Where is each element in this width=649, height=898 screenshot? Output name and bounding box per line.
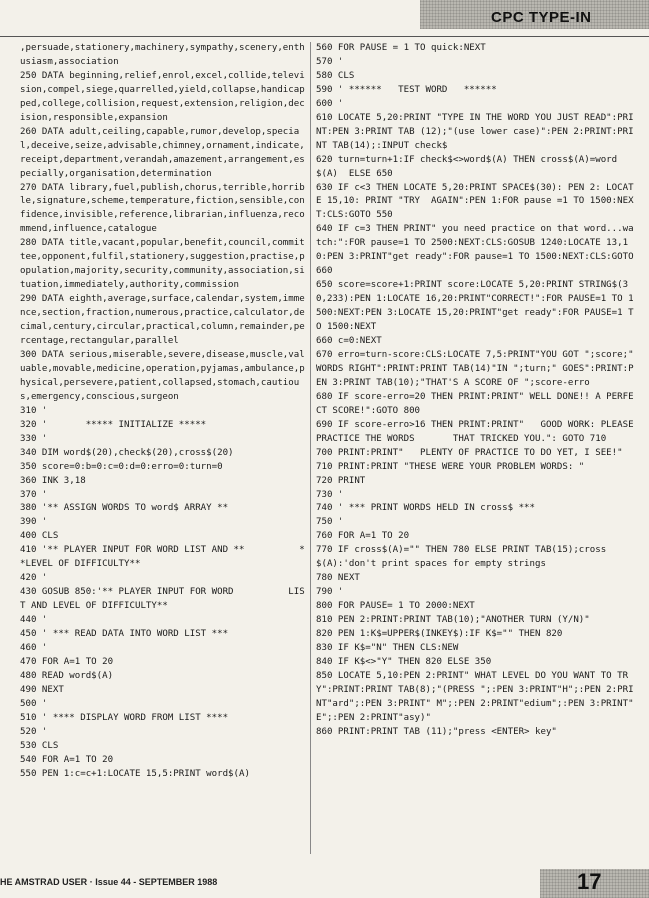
- code-line: 320 ' ***** INITIALIZE *****: [20, 419, 207, 430]
- code-line: 480 READ word$(A): [20, 670, 114, 681]
- code-line: 280 DATA title,vacant,popular,benefit,council,committee,opponent,fulfil,stationery,suggestion,practise,population,majority,security,community,association,situation,immediately,authority,commission: [20, 238, 305, 291]
- code-line: 760 FOR A=1 TO 20: [316, 531, 410, 542]
- code-line: 490 NEXT: [20, 684, 64, 695]
- code-line: 430 GOSUB 850:'** PLAYER INPUT FOR WORD LIST AND LEVEL OF DIFFICULTY**: [20, 587, 305, 612]
- code-line: 260 DATA adult,ceiling,capable,rumor,develop,special,deceive,seize,advisable,chimney,ornament,indicate,receipt,department,verandah,amazement,arrangement,especially,organisation,determination: [20, 126, 305, 179]
- code-line: 550 PEN 1:c=c+1:LOCATE 15,5:PRINT word$(A): [20, 768, 250, 779]
- code-line: 400 CLS: [20, 531, 59, 542]
- top-rule: [0, 36, 649, 37]
- code-line: 600 ': [316, 98, 344, 109]
- code-line: 250 DATA beginning,relief,enrol,excel,collide,television,compel,siege,quarrelled,yield,collapse,handicapped,college,collision,request,extension,religion,decision,responsible,expansion: [20, 70, 305, 123]
- code-line: 670 erro=turn-score:CLS:LOCATE 7,5:PRINT"YOU GOT ";score;" WORDS RIGHT":PRINT:PRINT TAB(14)"IN ";turn;" GOES":PRINT:PEN 3:PRINT TAB(10);"THAT'S A SCORE OF ";score-erro: [316, 349, 640, 388]
- code-line: 530 CLS: [20, 740, 59, 751]
- code-line: 650 score=score+1:PRINT score:LOCATE 5,20:PRINT STRING$(30,233):PEN 1:LOCATE 16,20:PRINT"CORRECT!":FOR PAUSE=1 TO 1500:NEXT:PEN 3:LOCATE 15,20:PRINT"get ready":FOR PAUSE=1 TO 1500:NEXT: [316, 280, 634, 333]
- code-line: 440 ': [20, 615, 48, 626]
- code-line: 810 PEN 2:PRINT:PRINT TAB(10);"ANOTHER TURN (Y/N)": [316, 615, 590, 626]
- listing-right-column: [316, 42, 640, 740]
- issue-info: Issue 44 - SEPTEMBER 1988: [95, 877, 218, 887]
- code-line: 590 ' ****** TEST WORD ******: [316, 84, 497, 95]
- code-line: ,persuade,stationery,machinery,sympathy,scenery,enthusiasm,association: [20, 43, 305, 67]
- code-line: 540 FOR A=1 TO 20: [20, 754, 114, 765]
- code-line: 620 turn=turn+1:IF check$<>word$(A) THEN cross$(A)=word$(A) ELSE 650: [316, 154, 618, 179]
- code-line: 310 ': [20, 405, 48, 416]
- code-line: 830 IF K$="N" THEN CLS:NEW: [316, 642, 459, 653]
- code-line: 460 ': [20, 642, 48, 653]
- code-line: 750 ': [316, 517, 344, 528]
- code-line: 370 ': [20, 489, 48, 500]
- publication-name: HE AMSTRAD USER: [0, 877, 88, 887]
- code-line: 420 ': [20, 573, 48, 584]
- code-line: 360 INK 3,18: [20, 475, 86, 486]
- code-line: 570 ': [316, 56, 344, 67]
- code-line: 520 ': [20, 726, 48, 737]
- code-line: 720 PRINT: [316, 475, 366, 486]
- footer-separator: ·: [89, 877, 96, 887]
- code-line: 660 c=0:NEXT: [316, 336, 382, 347]
- code-line: 680 IF score-erro=20 THEN PRINT:PRINT" WELL DONE!! A PERFECT SCORE!":GOTO 800: [316, 391, 634, 416]
- code-line: 410 '** PLAYER INPUT FOR WORD LIST AND ** **LEVEL OF DIFFICULTY**: [20, 545, 305, 570]
- code-line: 610 LOCATE 5,20:PRINT "TYPE IN THE WORD YOU JUST READ":PRINT:PEN 3:PRINT TAB (12);"(use lower case)":PEN 2:PRINT:PRINT TAB(14);:INPUT check$: [316, 112, 634, 151]
- code-line: 450 ' *** READ DATA INTO WORD LIST ***: [20, 629, 229, 640]
- page-number: 17: [577, 869, 602, 894]
- code-line: 580 CLS: [316, 70, 355, 81]
- code-line: 390 ': [20, 517, 48, 528]
- code-line: 690 IF score-erro>16 THEN PRINT:PRINT" GOOD WORK: PLEASE PRACTICE THE WORDS THAT TRICKED YOU.": GOTO 710: [316, 419, 640, 444]
- code-line: 560 FOR PAUSE = 1 TO quick:NEXT: [316, 43, 486, 53]
- column-divider: [310, 42, 311, 854]
- code-line: 270 DATA library,fuel,publish,chorus,terrible,horrible,signature,scheme,temperature,fiction,sensible,confidence,invisible,reference,librarian,influenza,recommend,influence,catalogue: [20, 182, 305, 235]
- code-line: 840 IF K$<>"Y" THEN 820 ELSE 350: [316, 656, 492, 667]
- code-line: 710 PRINT:PRINT "THESE WERE YOUR PROBLEM WORDS: ": [316, 461, 585, 472]
- code-line: 350 score=0:b=0:c=0:d=0:erro=0:turn=0: [20, 461, 223, 472]
- code-line: 640 IF c=3 THEN PRINT" you need practice on that word...watch:":FOR pause=1 TO 2500:NEXT:CLS:GOSUB 1240:LOCATE 13,10:PEN 3:PRINT"get ready":FOR pause=1 TO 1500:NEXT:CLS:GOTO 660: [316, 224, 640, 277]
- code-line: 820 PEN 1:K$=UPPER$(INKEY$):IF K$="" THEN 820: [316, 629, 563, 640]
- code-line: 380 '** ASSIGN WORDS TO word$ ARRAY **: [20, 503, 229, 514]
- code-line: 780 NEXT: [316, 573, 360, 584]
- code-line: 630 IF c<3 THEN LOCATE 5,20:PRINT SPACE$(30): PEN 2: LOCATE 15,10: PRINT "TRY AGAIN":PEN 1:FOR pause =1 TO 1500:NEXT:CLS:GOTO 550: [316, 182, 634, 221]
- code-line: 860 PRINT:PRINT TAB (11);"press <ENTER> key": [316, 726, 557, 737]
- code-line: 300 DATA serious,miserable,severe,disease,muscle,valuable,movable,medicine,operation,pyjamas,ambulance,physical,persevere,patient,collapsed,stomach,cautious,emergency,conscious,surgeon: [20, 349, 305, 402]
- code-line: 770 IF cross$(A)="" THEN 780 ELSE PRINT TAB(15);cross$(A):'don't print spaces for empty strings: [316, 545, 607, 570]
- code-line: 800 FOR PAUSE= 1 TO 2000:NEXT: [316, 601, 475, 612]
- footer-masthead: [0, 877, 217, 887]
- code-line: 700 PRINT:PRINT" PLENTY OF PRACTICE TO DO YET, I SEE!": [316, 447, 623, 458]
- code-line: 790 ': [316, 587, 344, 598]
- code-line: 850 LOCATE 5,10:PEN 2:PRINT" WHAT LEVEL DO YOU WANT TO TRY":PRINT:PRINT TAB(8);"(PRESS ";:PEN 3:PRINT"H";:PEN 2:PRINT"ard";:PEN 3:PRINT" M";:PEN 2:PRINT"edium";:PEN 3:PRINT" E";:PEN 2:PRINT"asy)": [316, 670, 640, 723]
- code-line: 500 ': [20, 698, 48, 709]
- code-line: 290 DATA eighth,average,surface,calendar,system,immence,section,fraction,numerous,practice,calculator,decimal,century,circular,practical,column,remainder,percentage,rectangular,parallel: [20, 294, 305, 347]
- section-title: CPC TYPE-IN: [491, 9, 592, 26]
- code-line: 330 ': [20, 433, 48, 444]
- listing-left-column: [20, 42, 308, 782]
- code-line: 340 DIM word$(20),check$(20),cross$(20): [20, 447, 234, 458]
- code-line: 740 ' *** PRINT WORDS HELD IN cross$ ***: [316, 503, 535, 514]
- code-line: 730 ': [316, 489, 344, 500]
- code-line: 510 ' **** DISPLAY WORD FROM LIST ****: [20, 712, 229, 723]
- code-line: 470 FOR A=1 TO 20: [20, 656, 114, 667]
